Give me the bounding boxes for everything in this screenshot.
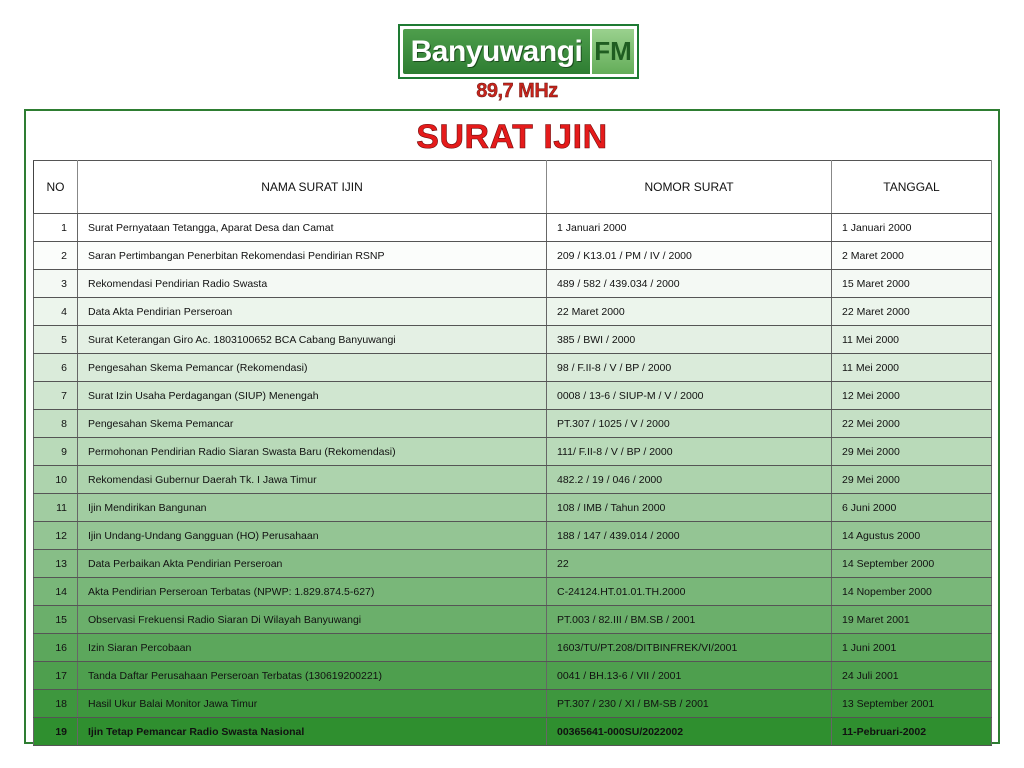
cell-no: 4 (34, 298, 78, 326)
cell-tanggal: 1 Januari 2000 (832, 214, 992, 242)
cell-nama: Ijin Tetap Pemancar Radio Swasta Nasional (78, 718, 547, 746)
cell-no: 8 (34, 410, 78, 438)
cell-tanggal: 29 Mei 2000 (832, 466, 992, 494)
cell-nomor: 0041 / BH.13-6 / VII / 2001 (547, 662, 832, 690)
table-row (34, 382, 992, 410)
table-row (34, 298, 992, 326)
table-row (34, 690, 992, 718)
cell-tanggal: 11 Mei 2000 (832, 354, 992, 382)
cell-nama: Rekomendasi Gubernur Daerah Tk. I Jawa Timur (78, 466, 547, 494)
cell-tanggal: 22 Mei 2000 (832, 410, 992, 438)
cell-nama: Observasi Frekuensi Radio Siaran Di Wilayah Banyuwangi (78, 606, 547, 634)
frequency-label: 89,7 MHz (476, 80, 558, 102)
cell-no: 10 (34, 466, 78, 494)
cell-no: 9 (34, 438, 78, 466)
table-body (34, 214, 992, 746)
permits-table (33, 160, 992, 746)
cell-nama: Permohonan Pendirian Radio Siaran Swasta Baru (Rekomendasi) (78, 438, 547, 466)
cell-nama: Tanda Daftar Perusahaan Perseroan Terbatas (130619200221) (78, 662, 547, 690)
table-row (34, 410, 992, 438)
cell-no: 18 (34, 690, 78, 718)
table-row (34, 242, 992, 270)
cell-no: 6 (34, 354, 78, 382)
cell-nomor: 108 / IMB / Tahun 2000 (547, 494, 832, 522)
cell-nama: Ijin Undang-Undang Gangguan (HO) Perusahaan (78, 522, 547, 550)
table-row (34, 606, 992, 634)
cell-no: 16 (34, 634, 78, 662)
cell-nama: Data Perbaikan Akta Pendirian Perseroan (78, 550, 547, 578)
cell-nama: Akta Pendirian Perseroan Terbatas (NPWP: 1.829.874.5-627) (78, 578, 547, 606)
cell-no: 17 (34, 662, 78, 690)
table-row (34, 466, 992, 494)
table-row (34, 522, 992, 550)
cell-nomor: 98 / F.II-8 / V / BP / 2000 (547, 354, 832, 382)
cell-nama: Pengesahan Skema Pemancar (Rekomendasi) (78, 354, 547, 382)
cell-no: 2 (34, 242, 78, 270)
cell-nomor: 22 (547, 550, 832, 578)
cell-tanggal: 11-Pebruari-2002 (832, 718, 992, 746)
cell-no: 15 (34, 606, 78, 634)
cell-no: 13 (34, 550, 78, 578)
table-row (34, 634, 992, 662)
cell-tanggal: 12 Mei 2000 (832, 382, 992, 410)
cell-nama: Saran Pertimbangan Penerbitan Rekomendasi Pendirian RSNP (78, 242, 547, 270)
cell-tanggal: 24 Juli 2001 (832, 662, 992, 690)
cell-no: 1 (34, 214, 78, 242)
cell-nomor: 22 Maret 2000 (547, 298, 832, 326)
cell-no: 5 (34, 326, 78, 354)
cell-nomor: PT.003 / 82.III / BM.SB / 2001 (547, 606, 832, 634)
cell-nomor: 0008 / 13-6 / SIUP-M / V / 2000 (547, 382, 832, 410)
column-header-nomor: NOMOR SURAT (547, 161, 832, 214)
cell-nama: Surat Pernyataan Tetangga, Aparat Desa dan Camat (78, 214, 547, 242)
cell-nomor: 00365641-000SU/2022002 (547, 718, 832, 746)
cell-nomor: 1 Januari 2000 (547, 214, 832, 242)
table-row (34, 438, 992, 466)
cell-no: 7 (34, 382, 78, 410)
cell-tanggal: 14 Nopember 2000 (832, 578, 992, 606)
table-row (34, 550, 992, 578)
cell-nama: Ijin Mendirikan Bangunan (78, 494, 547, 522)
cell-nama: Data Akta Pendirian Perseroan (78, 298, 547, 326)
column-header-tanggal: TANGGAL (832, 161, 992, 214)
column-header-no: NO (34, 161, 78, 214)
cell-tanggal: 1 Juni 2001 (832, 634, 992, 662)
cell-no: 3 (34, 270, 78, 298)
cell-tanggal: 15 Maret 2000 (832, 270, 992, 298)
table-row (34, 494, 992, 522)
cell-nama: Rekomendasi Pendirian Radio Swasta (78, 270, 547, 298)
table-row (34, 718, 992, 746)
cell-nomor: 489 / 582 / 439.034 / 2000 (547, 270, 832, 298)
cell-tanggal: 22 Maret 2000 (832, 298, 992, 326)
cell-tanggal: 14 September 2000 (832, 550, 992, 578)
cell-nomor: 209 / K13.01 / PM / IV / 2000 (547, 242, 832, 270)
cell-tanggal: 14 Agustus 2000 (832, 522, 992, 550)
page-title: SURAT IJIN (416, 118, 608, 156)
table-row (34, 214, 992, 242)
table-header-row (34, 161, 992, 214)
cell-no: 19 (34, 718, 78, 746)
cell-nomor: C-24124.HT.01.01.TH.2000 (547, 578, 832, 606)
logo-wordmark: Banyuwangi (403, 29, 590, 74)
cell-tanggal: 29 Mei 2000 (832, 438, 992, 466)
cell-nomor: 1603/TU/PT.208/DITBINFREK/VI/2001 (547, 634, 832, 662)
cell-nama: Surat Izin Usaha Perdagangan (SIUP) Menengah (78, 382, 547, 410)
table-row (34, 662, 992, 690)
cell-nama: Pengesahan Skema Pemancar (78, 410, 547, 438)
cell-no: 11 (34, 494, 78, 522)
cell-nama: Izin Siaran Percobaan (78, 634, 547, 662)
cell-tanggal: 6 Juni 2000 (832, 494, 992, 522)
cell-tanggal: 19 Maret 2001 (832, 606, 992, 634)
cell-tanggal: 2 Maret 2000 (832, 242, 992, 270)
banyuwangi-fm-logo (398, 24, 639, 79)
cell-no: 14 (34, 578, 78, 606)
cell-nomor: PT.307 / 230 / XI / BM-SB / 2001 (547, 690, 832, 718)
cell-nomor: 482.2 / 19 / 046 / 2000 (547, 466, 832, 494)
cell-nama: Hasil Ukur Balai Monitor Jawa Timur (78, 690, 547, 718)
table-row (34, 326, 992, 354)
cell-tanggal: 13 September 2001 (832, 690, 992, 718)
cell-nomor: 188 / 147 / 439.014 / 2000 (547, 522, 832, 550)
table-row (34, 270, 992, 298)
logo-fm-badge: FM (592, 29, 634, 74)
table-row (34, 354, 992, 382)
cell-tanggal: 11 Mei 2000 (832, 326, 992, 354)
cell-nomor: 385 / BWI / 2000 (547, 326, 832, 354)
cell-nomor: 111/ F.II-8 / V / BP / 2000 (547, 438, 832, 466)
cell-nomor: PT.307 / 1025 / V / 2000 (547, 410, 832, 438)
table-row (34, 578, 992, 606)
cell-nama: Surat Keterangan Giro Ac. 1803100652 BCA Cabang Banyuwangi (78, 326, 547, 354)
column-header-nama: NAMA SURAT IJIN (78, 161, 547, 214)
cell-no: 12 (34, 522, 78, 550)
